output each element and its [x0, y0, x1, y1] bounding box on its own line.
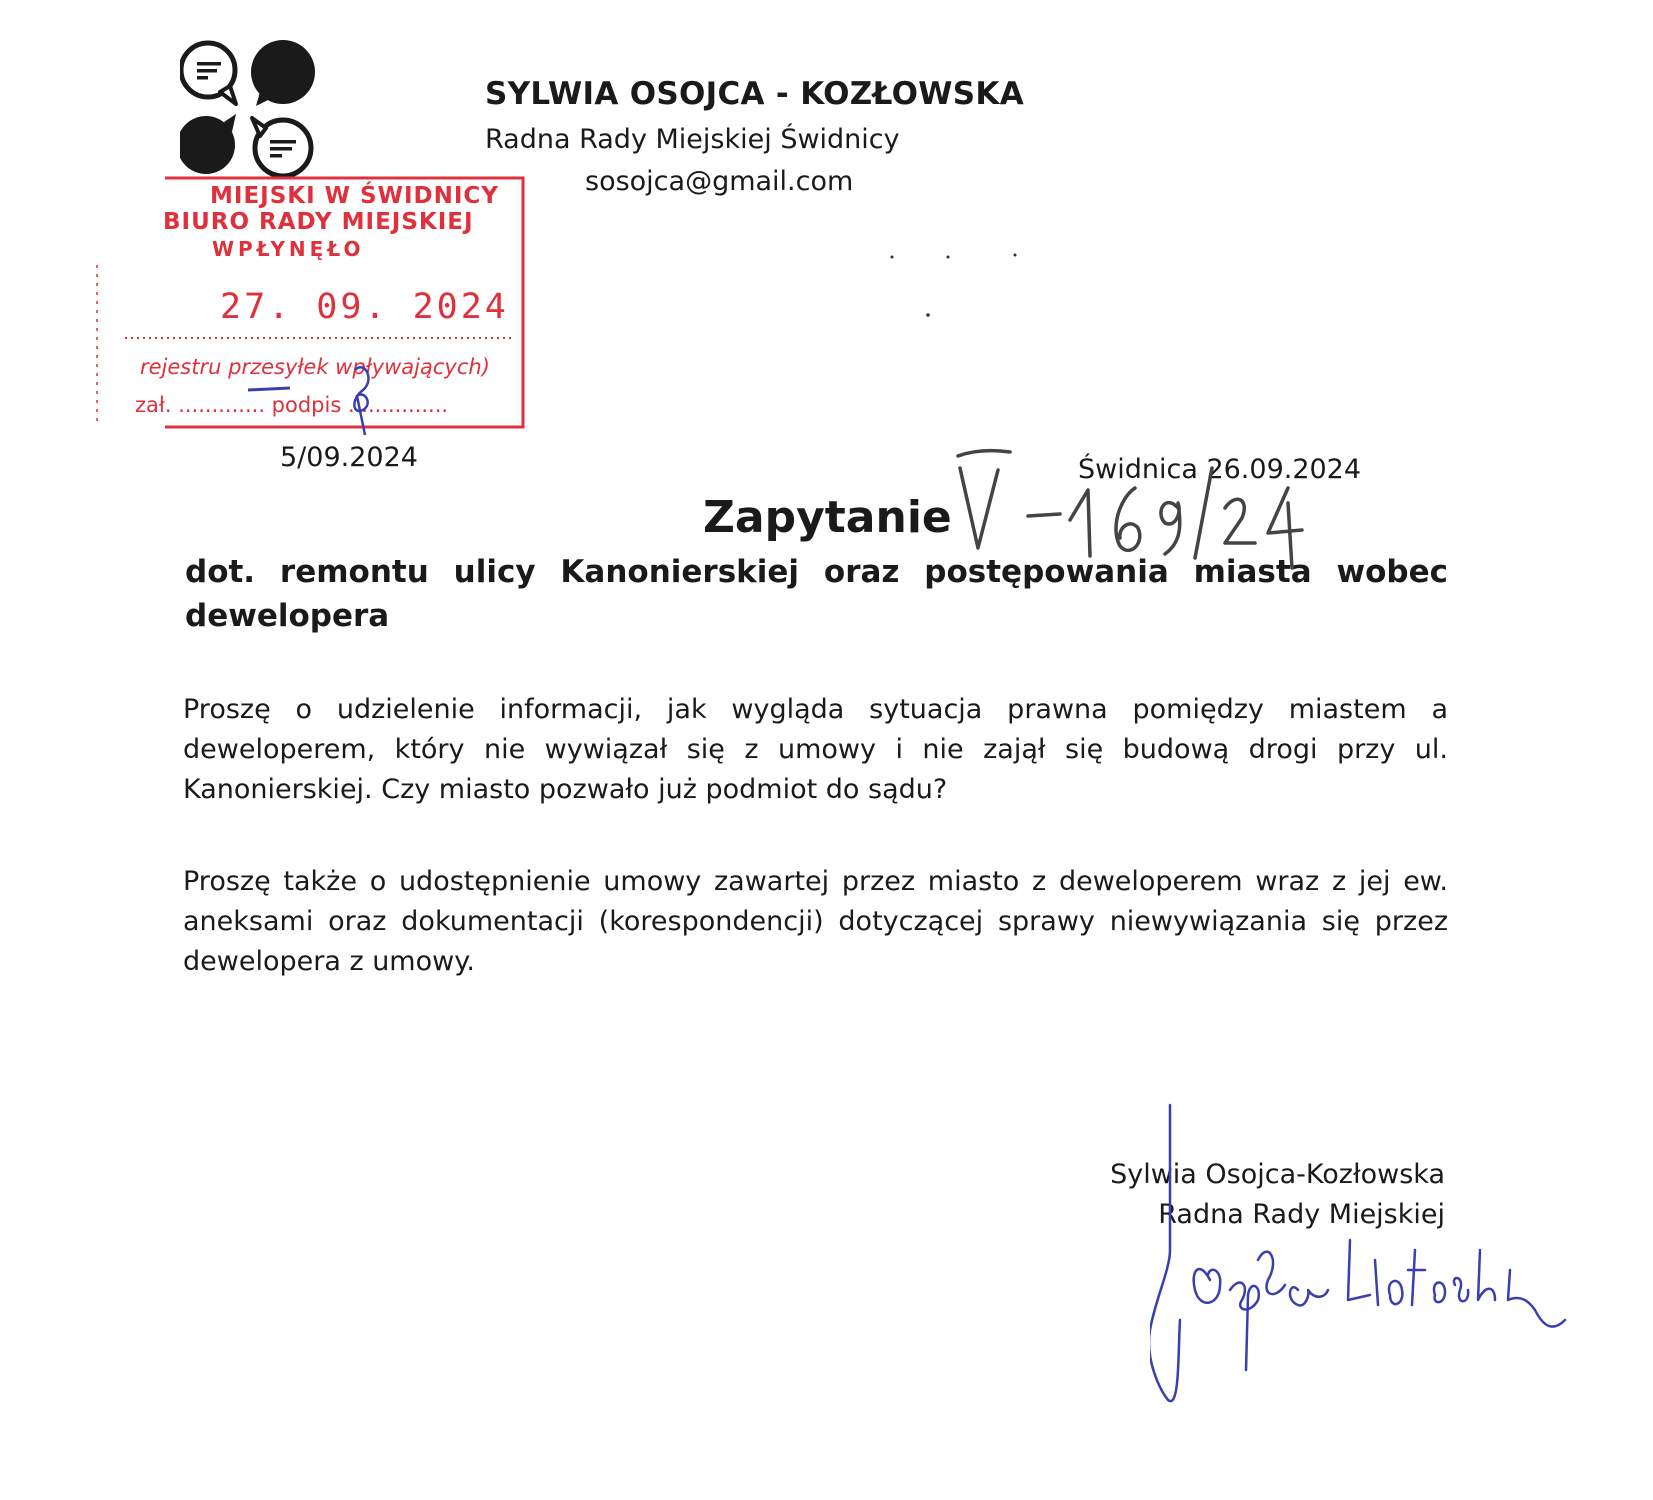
scan-speckles	[880, 245, 1030, 325]
stamp-bureau-line: BIURO RADY MIEJSKIEJ	[163, 209, 474, 235]
handwritten-signature	[1150, 1100, 1570, 1430]
stamp-received-label: WPŁYNĘŁO	[212, 237, 365, 261]
body-paragraph-1: Proszę o udzielenie informacji, jak wygląda sytuacja prawna pomiędzy miastem a deweloperem, który nie wywiązał się z umowy i nie zajął się budową drogi przy ul. Kanonierskiej. Czy miasto pozwało już podmiot do sądu?	[183, 694, 1448, 805]
author-name: SYLWIA OSOJCA - KOZŁOWSKA	[485, 76, 1025, 112]
speech-bubbles-logo-icon	[180, 40, 340, 180]
stamp-register-line: rejestru przesyłek wpływających)	[140, 355, 490, 379]
signatory-role: Radna Rady Miejskiej	[1158, 1199, 1445, 1230]
reference-date: 5/09.2024	[280, 442, 418, 473]
document-title: Zapytanie	[703, 492, 952, 543]
stamp-office-line: MIEJSKI W ŚWIDNICY	[210, 183, 499, 209]
place-and-date: Świdnica 26.09.2024	[1078, 454, 1362, 485]
stamp-date: 27. 09. 2024	[220, 287, 509, 327]
signatory-name: Sylwia Osojca-Kozłowska	[1110, 1159, 1445, 1190]
author-email: sosojca@gmail.com	[585, 166, 854, 197]
received-stamp	[95, 175, 525, 430]
author-role: Radna Rady Miejskiej Świdnicy	[485, 124, 900, 155]
body-paragraph-2: Proszę także o udostępnienie umowy zawartej przez miasto z deweloperem wraz z jej ew. aneksami oraz dokumentacji (korespondencji) dotyczącej sprawy niewywiązania się przez dewelopera z umowy.	[183, 866, 1448, 977]
stamp-signature-line: zał. ............. podpis ...............	[135, 393, 449, 417]
subject-line: dot. remontu ulicy Kanonierskiej oraz postępowania miasta wobec dewelopera	[185, 554, 1448, 634]
stamp-handwritten-marks	[245, 360, 385, 440]
